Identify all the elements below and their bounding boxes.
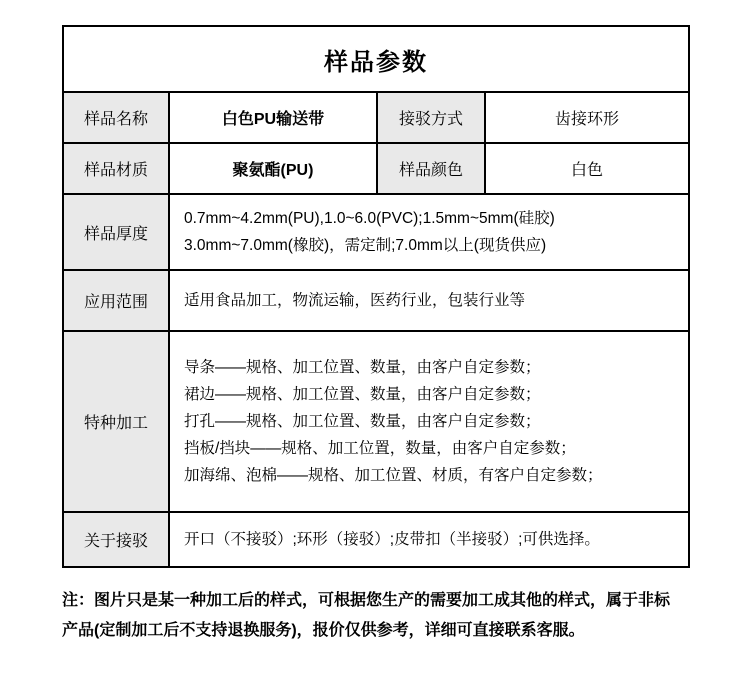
footer-note-line-1: 注：图片只是某一种加工后的样式，可根据您生产的需要加工成其他的样式，属于非标 <box>62 592 671 609</box>
joint-method-label: 接驳方式 <box>377 92 485 143</box>
sample-name-label: 样品名称 <box>63 92 169 143</box>
footer-note-line-2: 产品(定制加工后不支持退换服务)，报价仅供参考，详细可直接联系客服。 <box>62 622 585 639</box>
sample-name-value: 白色PU输送带 <box>169 92 377 143</box>
about-joint-label: 关于接驳 <box>63 512 169 567</box>
footer-note <box>62 586 692 646</box>
special-processing-value <box>169 331 689 512</box>
sample-color-value: 白色 <box>485 143 689 194</box>
special-line-3: 打孔——规格、加工位置、数量，由客户自定参数； <box>184 413 541 430</box>
sample-material-value: 聚氨酯(PU) <box>169 143 377 194</box>
special-line-5: 加海绵、泡棉——规格、加工位置、材质，有客户自定参数； <box>184 467 603 484</box>
table-row <box>63 26 689 92</box>
table-row <box>63 512 689 567</box>
special-line-4: 挡板/挡块——规格、加工位置，数量，由客户自定参数； <box>184 440 576 457</box>
joint-method-value: 齿接环形 <box>485 92 689 143</box>
sample-material-label: 样品材质 <box>63 143 169 194</box>
sample-thickness-label: 样品厚度 <box>63 194 169 270</box>
table-row <box>63 143 689 194</box>
special-processing-label: 特种加工 <box>63 331 169 512</box>
table-row <box>63 194 689 270</box>
application-range-value: 适用食品加工，物流运输，医药行业，包装行业等 <box>169 270 689 331</box>
table-row <box>63 92 689 143</box>
thickness-line-2: 3.0mm~7.0mm(橡胶)，需定制;7.0mm以上(现货供应) <box>184 237 547 254</box>
special-line-1: 导条——规格、加工位置、数量，由客户自定参数； <box>184 359 541 376</box>
table-title: 样品参数 <box>63 26 689 92</box>
about-joint-value: 开口（不接驳）;环形（接驳）;皮带扣（半接驳）;可供选择。 <box>169 512 689 567</box>
thickness-line-1: 0.7mm~4.2mm(PU),1.0~6.0(PVC);1.5mm~5mm(硅胶) <box>184 210 555 227</box>
application-range-label: 应用范围 <box>63 270 169 331</box>
sample-parameters-table <box>62 25 690 568</box>
sample-thickness-value <box>169 194 689 270</box>
table-row <box>63 331 689 512</box>
special-line-2: 裙边——规格、加工位置、数量，由客户自定参数； <box>184 386 541 403</box>
sample-color-label: 样品颜色 <box>377 143 485 194</box>
table-row <box>63 270 689 331</box>
